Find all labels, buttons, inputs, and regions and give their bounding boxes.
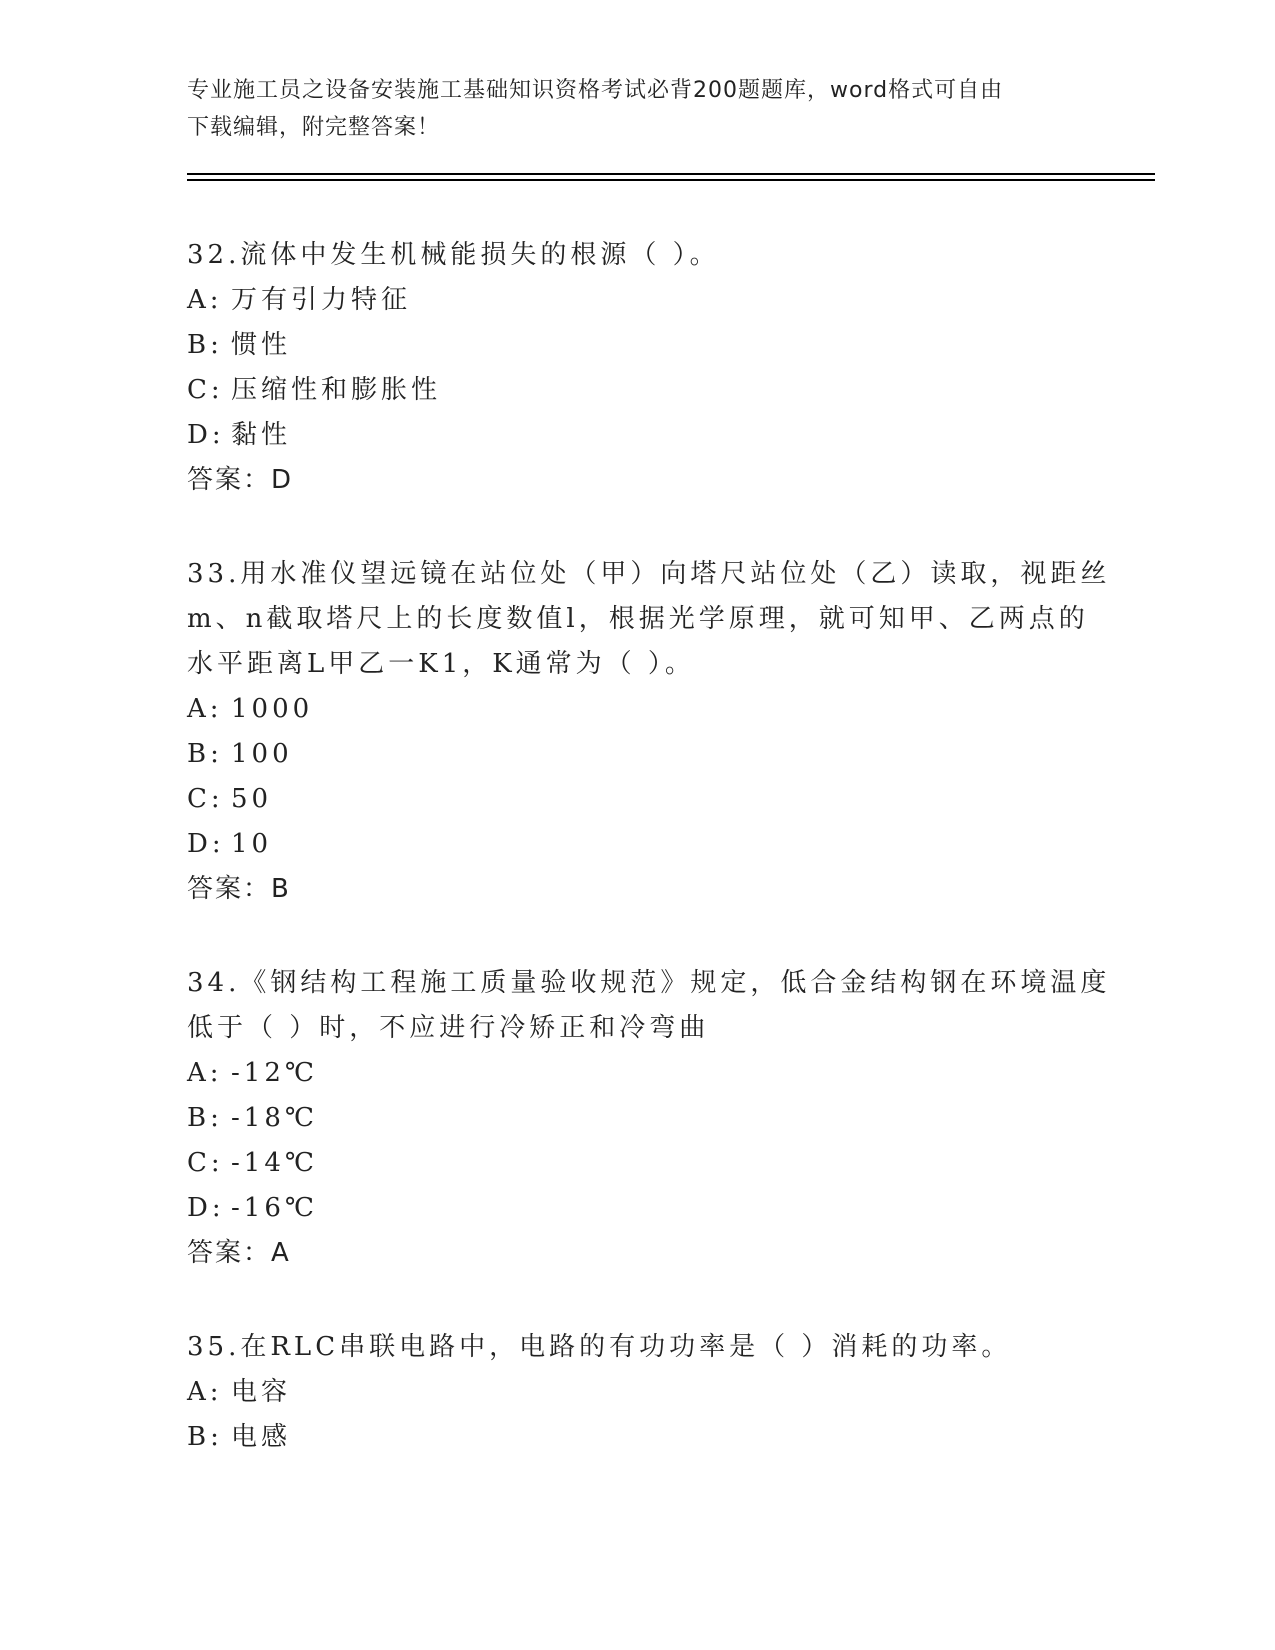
option-a <box>187 687 1087 732</box>
option-d <box>187 413 1087 458</box>
option-a <box>187 1370 1087 1415</box>
question-34 <box>187 961 1111 1276</box>
question-stem: 32.流体中发生机械能损失的根源（ ）。 <box>187 240 720 270</box>
option-a <box>187 1051 1087 1096</box>
option-letter: A: <box>187 1377 223 1407</box>
option-text: 惯性 <box>231 330 292 360</box>
question-33 <box>187 552 1111 912</box>
option-b <box>187 1096 1087 1141</box>
option-letter: B: <box>187 1422 223 1452</box>
option-c <box>187 777 1087 822</box>
option-letter: B: <box>187 739 223 769</box>
option-b <box>187 323 1087 368</box>
header-divider-bottom <box>187 179 1155 181</box>
question-stem-line-2: m、n截取塔尺上的长度数值l，根据光学原理，就可知甲、乙两点的 <box>187 604 1089 634</box>
option-text: -18℃ <box>231 1103 318 1133</box>
option-text: -12℃ <box>231 1058 318 1088</box>
option-letter: C: <box>187 1148 224 1178</box>
answer-line: 答案：D <box>187 465 294 495</box>
option-letter: B: <box>187 1103 223 1133</box>
option-letter: B: <box>187 330 223 360</box>
question-stem: 35.在RLC串联电路中，电路的有功功率是（ ）消耗的功率。 <box>187 1332 1012 1362</box>
option-text: 100 <box>231 739 293 769</box>
question-32 <box>187 233 1087 503</box>
option-letter: D: <box>187 829 225 859</box>
question-stem-line-2: 低于（ ）时，不应进行冷矫正和冷弯曲 <box>187 1013 710 1043</box>
option-text: -14℃ <box>231 1148 318 1178</box>
option-text: 万有引力特征 <box>231 285 412 315</box>
option-d <box>187 1186 1087 1231</box>
option-b <box>187 732 1087 777</box>
option-letter: A: <box>187 285 223 315</box>
option-letter: D: <box>187 420 225 450</box>
option-text: 电感 <box>231 1422 292 1452</box>
question-35 <box>187 1325 1087 1460</box>
option-text: 1000 <box>231 694 314 724</box>
option-c <box>187 1141 1087 1186</box>
question-stem-line-1: 33.用水准仪望远镜在站位处（甲）向塔尺站位处（乙）读取，视距丝 <box>187 559 1111 589</box>
answer-line: 答案：B <box>187 874 291 904</box>
option-letter: C: <box>187 784 224 814</box>
option-text: 50 <box>231 784 273 814</box>
option-text: 10 <box>231 829 273 859</box>
option-a <box>187 278 1087 323</box>
option-text: -16℃ <box>231 1193 318 1223</box>
option-d <box>187 822 1087 867</box>
document-header <box>187 72 1087 146</box>
option-c <box>187 368 1087 413</box>
option-text: 压缩性和膨胀性 <box>231 375 442 405</box>
option-letter: C: <box>187 375 224 405</box>
option-text: 电容 <box>231 1377 292 1407</box>
option-letter: A: <box>187 1058 223 1088</box>
header-divider-top <box>187 173 1155 175</box>
option-text: 黏性 <box>231 420 292 450</box>
option-letter: D: <box>187 1193 225 1223</box>
header-line-2: 下载编辑，附完整答案！ <box>187 115 441 140</box>
question-stem-line-1: 34.《钢结构工程施工质量验收规范》规定，低合金结构钢在环境温度 <box>187 968 1111 998</box>
answer-line: 答案：A <box>187 1238 291 1268</box>
option-letter: A: <box>187 694 223 724</box>
option-b <box>187 1415 1087 1460</box>
question-stem-line-3: 水平距离L甲乙一K1，K通常为（ ）。 <box>187 649 695 679</box>
header-line-1: 专业施工员之设备安装施工基础知识资格考试必背200题题库，word格式可自由 <box>187 78 1004 103</box>
